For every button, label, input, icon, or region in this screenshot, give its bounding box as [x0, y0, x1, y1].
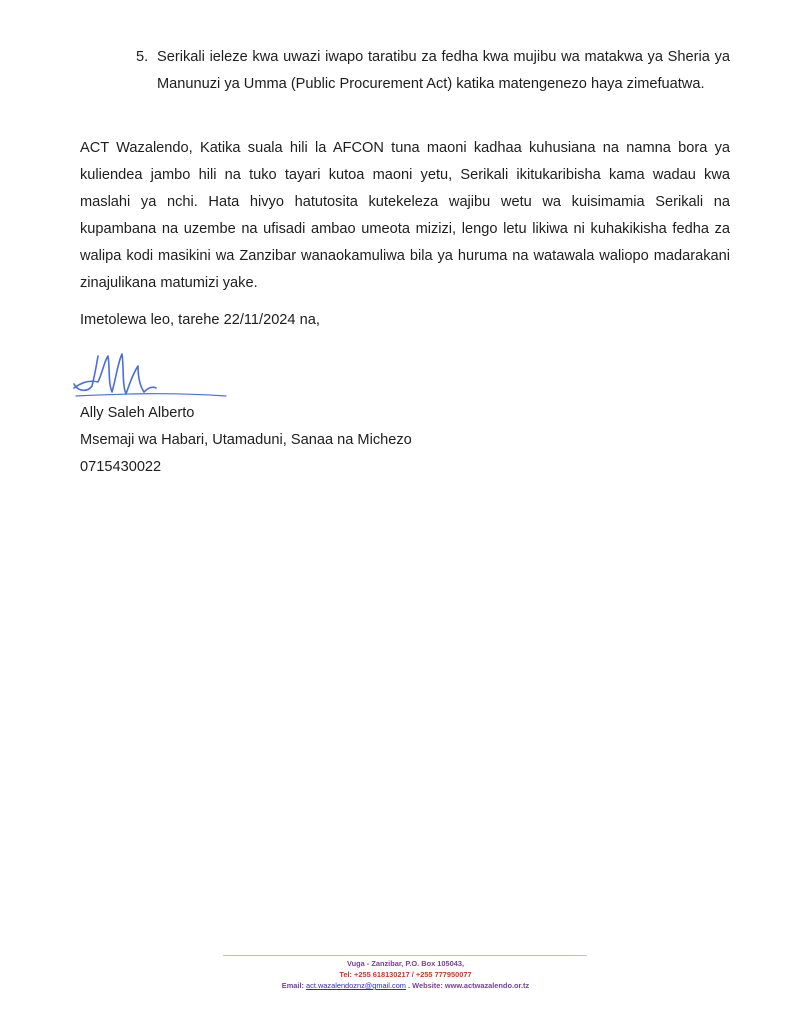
footer-email-link[interactable]: act.wazalendoznz@gmail.com: [306, 981, 406, 990]
signatory-name: Ally Saleh Alberto: [80, 405, 195, 421]
footer-contact-line: [200, 980, 611, 991]
signatory-block: [80, 400, 412, 481]
signatory-phone: 0715430022: [80, 459, 162, 475]
footer-email-label: Email:: [281, 981, 304, 990]
numbered-list-item: [136, 44, 730, 98]
footer-website-link[interactable]: www.actwazalendo.or.tz: [444, 981, 530, 990]
footer-address: Vuga - Zanzibar, P.O. Box 105043,: [346, 959, 465, 968]
footer-divider: [223, 955, 587, 956]
signatory-title: Msemaji wa Habari, Utamaduni, Sanaa na Michezo: [80, 432, 412, 448]
footer-website-label: . Website:: [408, 981, 443, 990]
body-paragraph: ACT Wazalendo, Katika suala hili la AFCON tuna maoni kadhaa kuhusiana na namna bora ya kuliendea jambo hili na tuko tayari kutoa maoni yetu, Serikali ikitukaribisha kama wadau kwa maslahi ya nchi. Hata hivyo hatutosita kutekeleza wajibu wetu wa kuisimamia Serikali na kupambana na uzembe na ufisadi ambao umeota mizizi, lengo letu likiwa ni kuhakikisha fedha za walipa kodi masikini wa Zanzibar wanaokamuliwa bila ya huruma na watawala waliopo madarakani zinajulikana matumizi yake.: [80, 140, 730, 291]
list-number: 5.: [136, 49, 149, 65]
footer-telephone: Tel: +255 618130217 / +255 777950077: [339, 970, 472, 979]
issued-date-line: Imetolewa leo, tarehe 22/11/2024 na,: [80, 312, 320, 328]
letterhead-footer: [200, 958, 611, 991]
list-item-text: Serikali ieleze kwa uwazi iwapo taratibu za fedha kwa mujibu wa matakwa ya Sheria ya Manunuzi ya Umma (Public Procurement Act) katika matengenezo haya zimefuatwa.: [157, 49, 730, 92]
